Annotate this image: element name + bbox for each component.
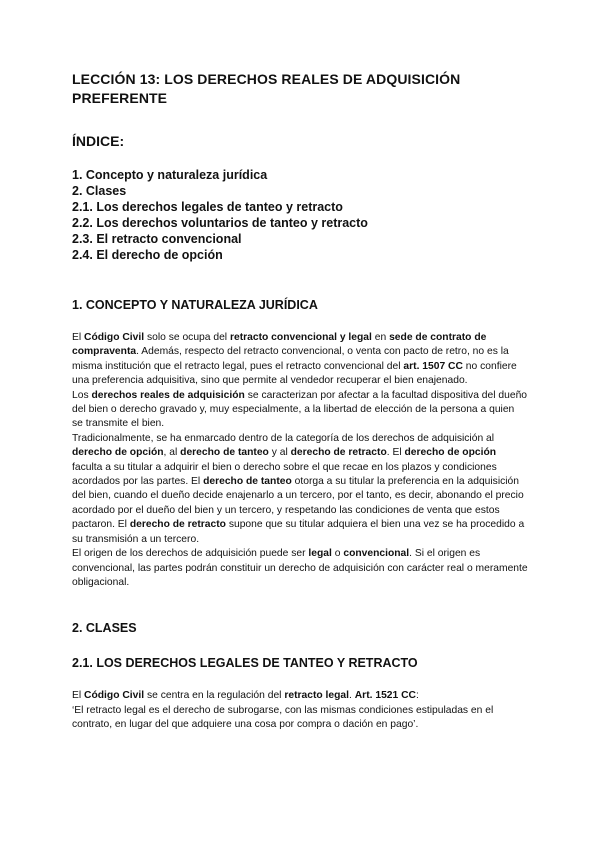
section-1-heading: 1. CONCEPTO Y NATURALEZA JURÍDICA (72, 298, 318, 312)
index-item: 2. Clases (72, 184, 127, 198)
index-item: 2.4. El derecho de opción (72, 248, 223, 262)
index-item: 2.1. Los derechos legales de tanteo y retracto (72, 200, 343, 214)
paragraph: Los derechos reales de adquisición se caracterizan por afectar a la facultad dispositiva del dueño del bien o derecho gravado y, muy especialmente, a la libertad de elección de la persona a quien se transmite el bien. (72, 389, 528, 430)
paragraph: El Código Civil se centra en la regulación del retracto legal. Art. 1521 CC: (72, 690, 419, 702)
page-title: LECCIÓN 13: LOS DERECHOS REALES DE ADQUISICIÓN PREFERENTE (72, 71, 461, 106)
quote-paragraph: ‘El retracto legal es el derecho de subrogarse, con las mismas condiciones estipuladas en el contrato, en lugar del que adquiere una cosa por compra o dación en pago’. (72, 704, 494, 731)
index-list (72, 167, 528, 263)
paragraph: El Código Civil solo se ocupa del retracto convencional y legal en sede de contrato de compraventa. Además, respecto del retracto convencional, o venta con pacto de retro, no es la misma institución que el retracto legal, pues el retracto convencional del art. 1507 CC no confiere una preferencia adquisitiva, sino que permite al vendedor recuperar el bien enajenado. (72, 332, 517, 387)
section-2-heading: 2. CLASES (72, 621, 137, 636)
index-item: 2.2. Los derechos voluntarios de tanteo y retracto (72, 216, 368, 230)
index-item: 1. Concepto y naturaleza jurídica (72, 168, 268, 182)
index-heading: ÍNDICE: (72, 133, 125, 149)
index-item: 2.3. El retracto convencional (72, 232, 242, 246)
paragraph: Tradicionalmente, se ha enmarcado dentro de la categoría de los derechos de adquisición al derecho de opción, al derecho de tanteo y al derecho de retracto. El derecho de opción faculta a su titular a adquirir el bien o derecho sobre el que recae en los plazos y condiciones acordados por las partes. El derecho de tanteo otorga a su titular la preferencia en la adquisición del bien, cuando el dueño decide enajenarlo a un tercero, por el tanto, es decir, abonando el precio acordado por el dueño del bien y un tercero, y respetando las condiciones de venta que estos pactaron. El derecho de retracto supone que su titular adquiera el bien una vez se ha procedido a su transmisión a un tercero. (72, 432, 525, 545)
section-1-body (72, 331, 528, 590)
section-2-1-body (72, 689, 528, 732)
section-2-1-heading: 2.1. LOS DERECHOS LEGALES DE TANTEO Y RETRACTO (72, 656, 418, 671)
paragraph: El origen de los derechos de adquisición puede ser legal o convencional. Si el origen es convencional, las partes podrán constituir un derecho de adquisición con carácter real o meramente obligacional. (72, 548, 528, 588)
